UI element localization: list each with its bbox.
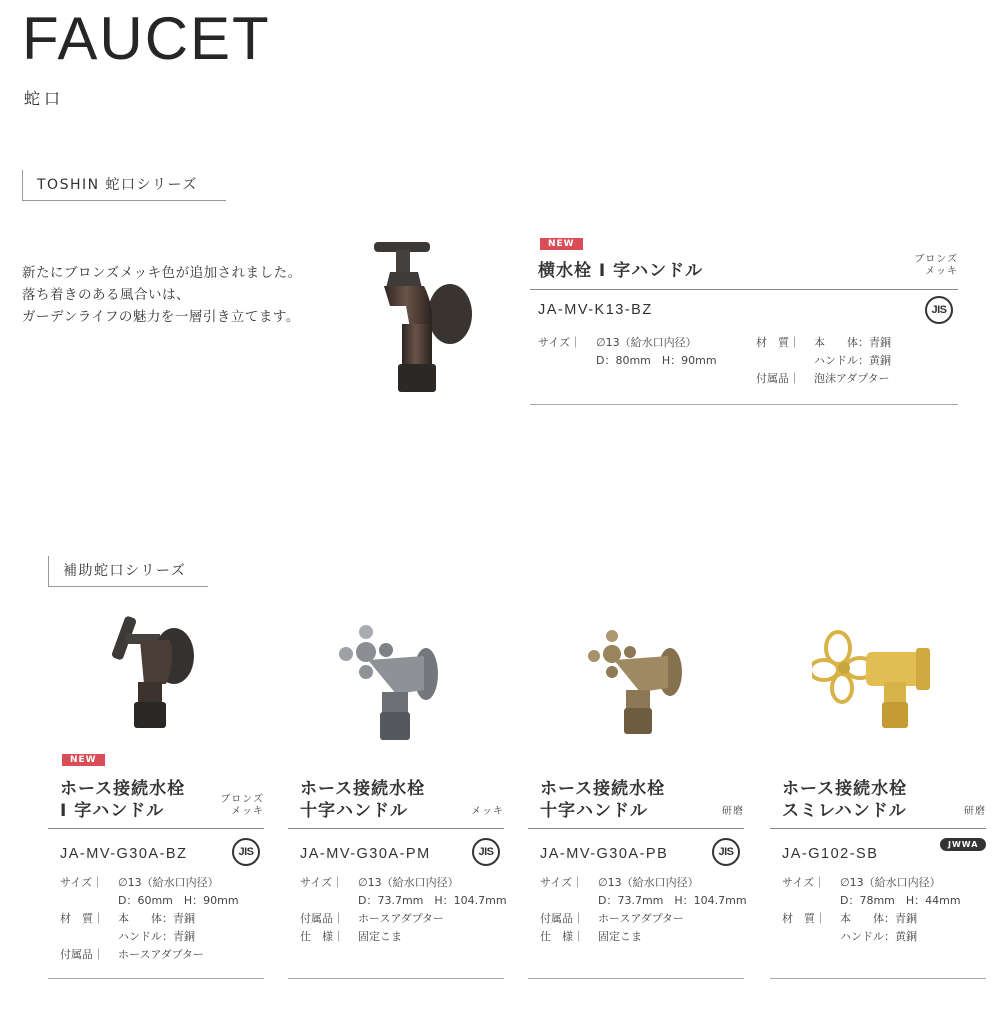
faucet-image-g30a-bz (100, 604, 210, 744)
section-heading-underline (22, 200, 226, 201)
faucet-image-k13-bz (362, 236, 482, 406)
spec-row: 仕 様｜ 固定こま (540, 930, 642, 943)
spec-row: サイズ｜ ∅13（給水口内径） (538, 336, 697, 349)
spec-row: サイズ｜ ∅13（給水口内径） (782, 876, 941, 889)
product-divider (288, 828, 504, 829)
spec-list-right (756, 334, 891, 388)
product-card-g102-sb (770, 752, 986, 982)
model-number: JA-MV-G30A-BZ (60, 846, 188, 862)
finish-label: メッキ (471, 806, 504, 817)
finish-label: ブロンズ メッキ (914, 254, 958, 277)
product-divider (48, 828, 264, 829)
jwwa-cert-icon: JWWA (940, 838, 986, 851)
spec-row: 材 質｜ 本 体：青銅 (60, 912, 195, 925)
spec-row: D：80mm H：90mm (596, 354, 717, 367)
new-badge: NEW (62, 754, 105, 766)
intro-line: ガーデンライフの魅力を一層引き立てます。 (22, 309, 300, 325)
section-heading-label: TOSHIN 蛇口シリーズ (22, 170, 226, 200)
spec-row: サイズ｜ ∅13（給水口内径） (300, 876, 459, 889)
faucet-image-g30a-pm (332, 612, 452, 752)
spec-row: 付属品｜ ホースアダプター (60, 948, 204, 961)
model-number: JA-MV-G30A-PM (300, 846, 431, 862)
spec-row: D：73.7mm H：104.7mm (358, 894, 507, 907)
product-bottom-rule (48, 978, 264, 979)
spec-row: 材 質｜ 本 体：青銅 (756, 336, 891, 349)
product-name: ホース接続水栓 十字ハンドル (300, 779, 426, 821)
jis-cert-icon: JIS (925, 296, 953, 324)
spec-row: D：60mm H：90mm (118, 894, 239, 907)
intro-text (22, 262, 302, 328)
spec-row: サイズ｜ ∅13（給水口内径） (60, 876, 219, 889)
product-divider (770, 828, 986, 829)
spec-list (540, 874, 747, 946)
product-card-g30a-bz (48, 752, 264, 982)
section-heading-auxiliary (48, 556, 208, 587)
product-card-g30a-pm (288, 752, 507, 982)
product-card-g30a-pb (528, 752, 747, 982)
spec-row: 付属品｜ ホースアダプター (540, 912, 684, 925)
finish-label: 研磨 (964, 806, 986, 817)
spec-row: ハンドル：青銅 (118, 930, 195, 943)
product-bottom-rule (288, 978, 504, 979)
section-heading-underline (48, 586, 208, 587)
spec-row: 材 質｜ 本 体：青銅 (782, 912, 917, 925)
product-name: 横水栓 I 字ハンドル (538, 261, 704, 281)
jis-cert-icon: JIS (232, 838, 260, 866)
spec-list (782, 874, 961, 946)
spec-list (300, 874, 507, 946)
product-divider (530, 289, 958, 290)
spec-row: D：78mm H：44mm (840, 894, 961, 907)
page-title: FAUCET (22, 5, 271, 72)
model-number: JA-MV-G30A-PB (540, 846, 669, 862)
faucet-image-g102-sb (812, 620, 942, 740)
spec-row: D：73.7mm H：104.7mm (598, 894, 747, 907)
product-name: ホース接続水栓 I 字ハンドル (60, 779, 186, 821)
finish-label: ブロンズ メッキ (220, 794, 264, 817)
spec-row: 仕 様｜ 固定こま (300, 930, 402, 943)
finish-label: 研磨 (722, 806, 744, 817)
model-number: JA-MV-K13-BZ (538, 302, 653, 318)
product-divider (528, 828, 744, 829)
intro-line: 新たにブロンズメッキ色が追加されました。 (22, 265, 302, 281)
faucet-image-g30a-pb (578, 618, 688, 748)
spec-row: ハンドル：黄銅 (840, 930, 917, 943)
spec-list (60, 874, 239, 964)
spec-row: 付属品｜ ホースアダプター (300, 912, 444, 925)
intro-line: 落ち着きのある風合いは、 (22, 287, 190, 303)
spec-row: ハンドル：黄銅 (814, 354, 891, 367)
spec-list-left (538, 334, 717, 370)
product-bottom-rule (770, 978, 986, 979)
section-heading-toshin (22, 170, 226, 201)
spec-row: サイズ｜ ∅13（給水口内径） (540, 876, 699, 889)
product-name: ホース接続水栓 十字ハンドル (540, 779, 666, 821)
product-bottom-rule (530, 404, 958, 405)
spec-row: 付属品｜ 泡沫アダプター (756, 372, 890, 385)
model-number: JA-G102-SB (782, 846, 879, 862)
section-heading-label: 補助蛇口シリーズ (48, 556, 208, 586)
page-subtitle: 蛇口 (24, 89, 65, 108)
jis-cert-icon: JIS (712, 838, 740, 866)
product-name: ホース接続水栓 スミレハンドル (782, 779, 908, 821)
new-badge: NEW (540, 238, 583, 250)
jis-cert-icon: JIS (472, 838, 500, 866)
product-bottom-rule (528, 978, 744, 979)
